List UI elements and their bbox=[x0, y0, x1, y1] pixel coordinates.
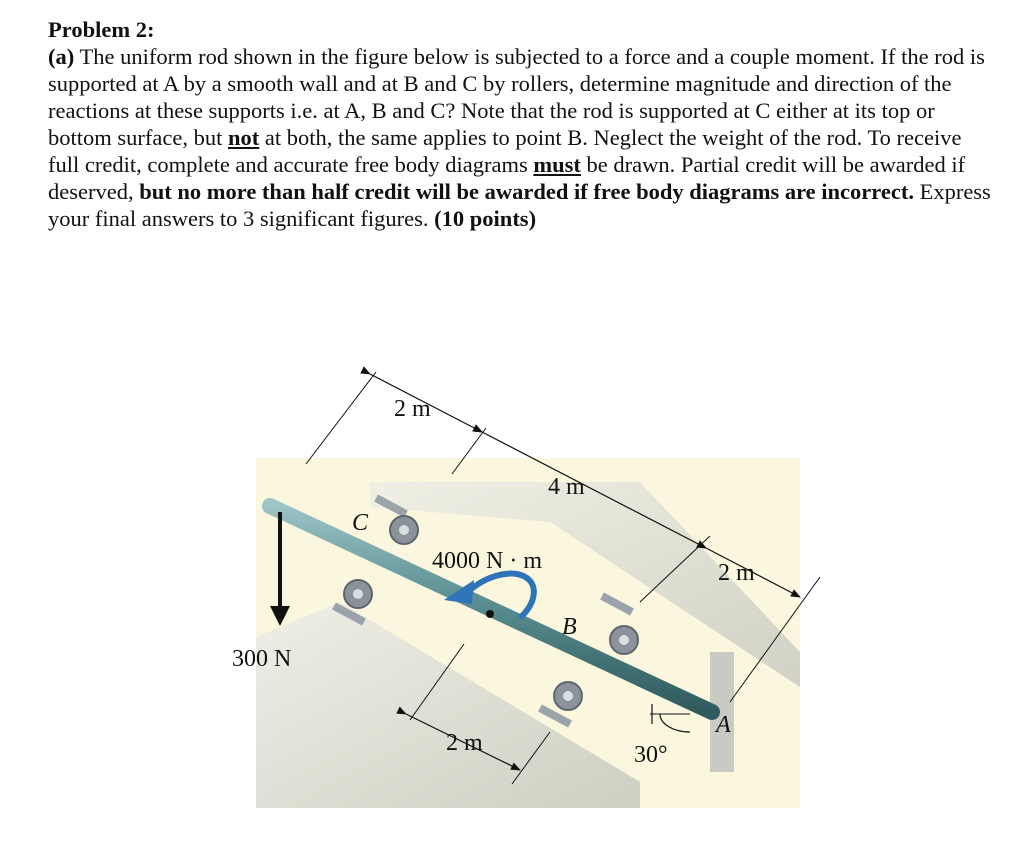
rod-midpoint bbox=[486, 610, 494, 618]
extension-line-1 bbox=[306, 372, 376, 464]
problem-heading: Problem 2: bbox=[48, 17, 155, 42]
dim-label-top-4m: 4 m bbox=[548, 474, 585, 500]
dim-label-bottom-2m: 2 m bbox=[446, 730, 483, 756]
statement-text-3: be drawn. Partial credit will be awarded if deserved, bbox=[48, 152, 966, 204]
label-C: C bbox=[352, 510, 369, 536]
statement-text-2: at both, the same applies to point B. Neglect the weight of the rod. To receive full credit, complete and accurate free body diagrams bbox=[48, 125, 962, 177]
emphasis-not: not bbox=[227, 125, 260, 150]
dim-label-top-2m: 2 m bbox=[394, 396, 431, 422]
angle-label: 30° bbox=[634, 742, 668, 768]
moment-label: 4000 N · m bbox=[432, 548, 542, 574]
statement-text-1: The uniform rod shown in the figure below is subjected to a force and a couple moment. If the rod is supported at A by a smooth wall and at B and C by rollers, determine magnitude and direction of the reactions at these supports i.e. at A, B and C? Note that the rod is supported at C either at its top or bottom surface, but bbox=[48, 44, 985, 150]
problem-text bbox=[48, 16, 998, 232]
credit-warning: but no more than half credit will be awarded if free body diagrams are incorrect. bbox=[139, 179, 914, 204]
rod-diagram bbox=[220, 352, 830, 812]
problem-statement bbox=[48, 43, 998, 232]
label-B: B bbox=[562, 614, 577, 640]
dim-label-right-2m: 2 m bbox=[718, 560, 755, 586]
points-label: (10 points) bbox=[434, 206, 537, 231]
emphasis-must: must bbox=[533, 152, 581, 177]
statement-text-4: Express your final answers to 3 significant figures. bbox=[48, 179, 991, 231]
force-label: 300 N bbox=[232, 646, 292, 672]
part-label: (a) bbox=[48, 44, 75, 69]
label-A: A bbox=[716, 712, 731, 738]
rod-figure bbox=[220, 352, 830, 812]
